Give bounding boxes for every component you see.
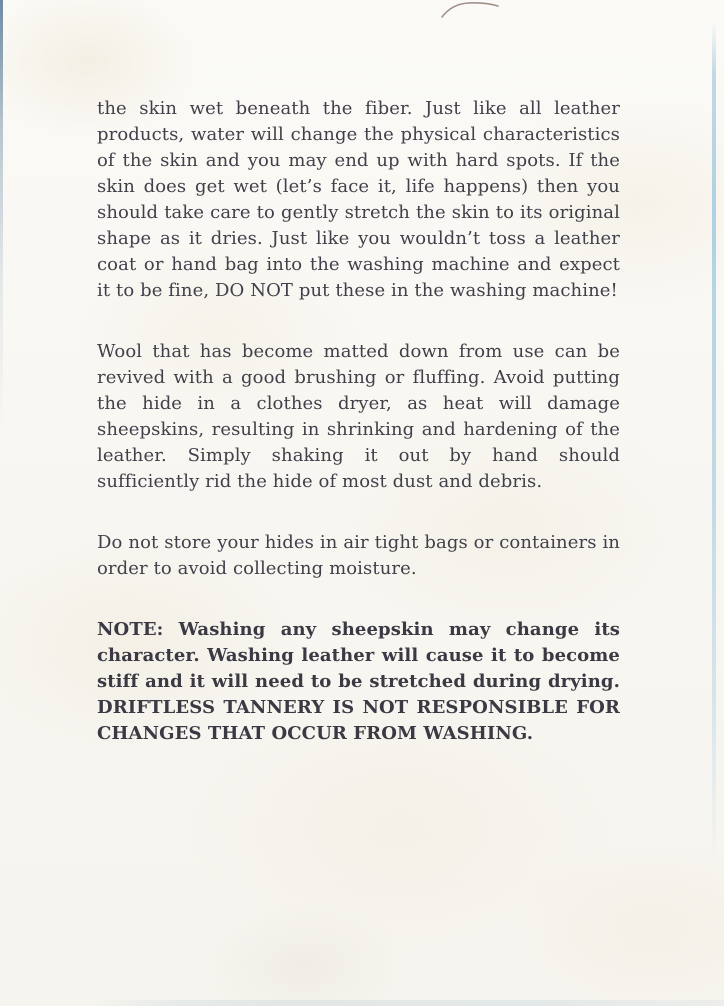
paragraph-wool-matting-care: Wool that has become matted down from use can be revived with a good brushing or fluffing. Avoid putting the hide in a clothes dryer, as heat will damage sheepskins, resulting in shrinking and hardening of the leather. Simply shaking it out by hand should sufficiently rid the hide of most dust and debris. (97, 341, 620, 492)
paragraph-wet-skin-care: the skin wet beneath the fiber. Just like all leather products, water will change the physical characteristics of the skin and you may end up with hard spots. If the skin does get wet (let’s face it, life happens) then you should take care to gently stretch the skin to its original shape as it dries. Just like you wouldn’t toss a leather coat or hand bag into the washing machine and expect it to be fine, DO NOT put these in the washing machine! (97, 98, 620, 301)
body-text-block (97, 96, 620, 782)
hair-scratch-artifact (436, 0, 506, 24)
paragraph-storage-advice: Do not store your hides in air tight bags or containers in order to avoid collecting moisture. (97, 532, 620, 579)
paper-edge-artifact-right (712, 22, 716, 867)
paper-edge-artifact-left (0, 0, 3, 430)
paper-edge-artifact-bottom (90, 1000, 724, 1006)
paragraph-washing-disclaimer-note: NOTE: Washing any sheepskin may change its character. Washing leather will cause it to become stiff and it will need to be stretched during drying. DRIFTLESS TANNERY IS NOT RESPONSIBLE FOR CHANGES THAT OCCUR FROM WASHING. (97, 619, 620, 744)
